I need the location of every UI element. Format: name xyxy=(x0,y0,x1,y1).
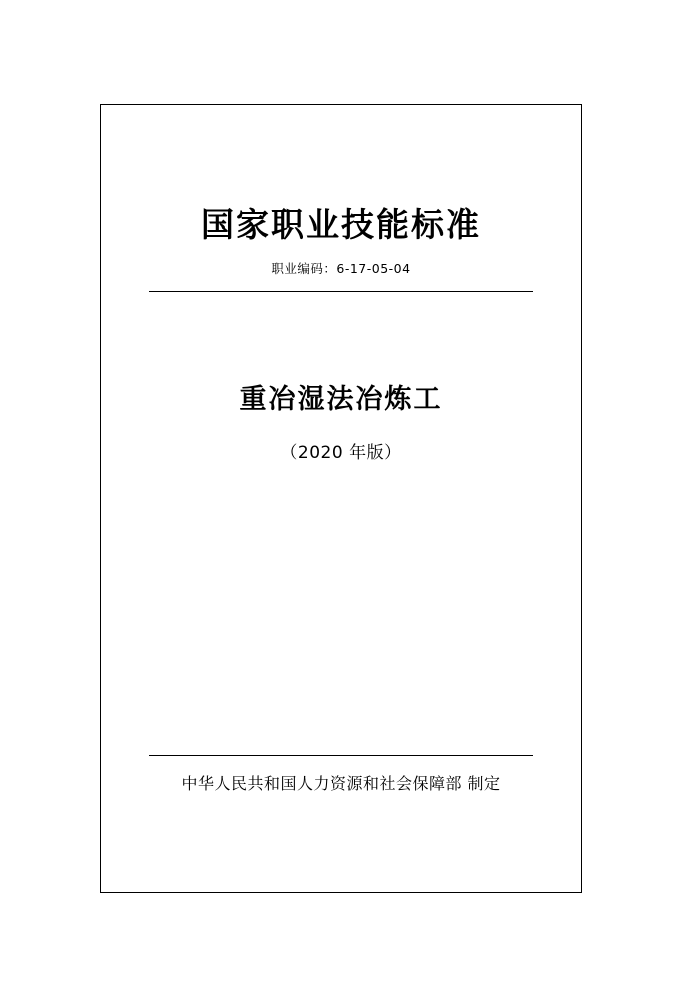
occupation-name-block xyxy=(101,377,581,463)
issuing-authority: 中华人民共和国人力资源和社会保障部 制定 xyxy=(181,774,501,793)
title-block xyxy=(101,205,581,277)
title-divider-rule xyxy=(149,291,533,292)
occupation-name: 重冶湿法冶炼工 xyxy=(239,384,443,415)
cover-border-frame xyxy=(100,104,582,893)
occupation-code: 职业编码：6-17-05-04 xyxy=(271,260,411,276)
edition-label: （2020 年版） xyxy=(280,443,402,463)
cover-content xyxy=(101,105,581,892)
footer-divider-rule xyxy=(149,755,533,756)
document-main-title: 国家职业技能标准 xyxy=(201,205,481,244)
